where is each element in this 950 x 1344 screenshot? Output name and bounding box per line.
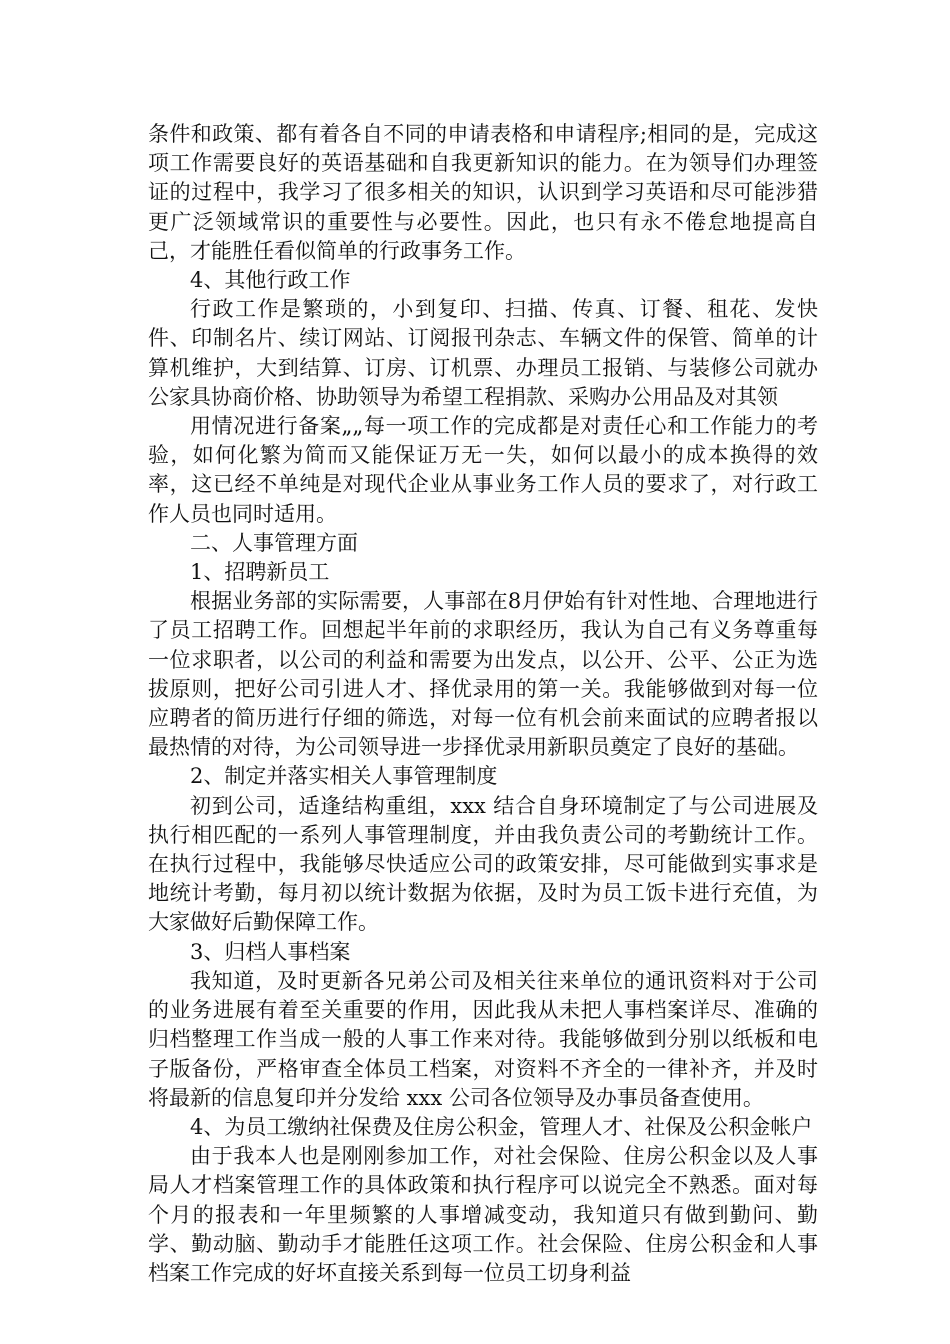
heading-social-insurance: 4、为员工缴纳社保费及住房公积金，管理人才、社保及公积金帐户 xyxy=(190,1114,813,1139)
document-body xyxy=(148,120,818,1288)
heading-hr-management: 二、人事管理方面 xyxy=(190,530,358,555)
paragraph-admin-efficiency: 用情况进行备案„„每一项工作的完成都是对责任心和工作能力的考验，如何化繁为简而又能保证万无一失，如何以最小的成本换得的效率，这已经不单纯是对现代企业从事业务工作人员的要求了，对行政工作人员也同时适用。 xyxy=(148,414,818,526)
heading-other-admin-work: 4、其他行政工作 xyxy=(190,268,351,293)
paragraph-social-insurance: 由于我本人也是刚刚参加工作，对社会保险、住房公积金以及人事局人才档案管理工作的具体政策和执行程序可以说完全不熟悉。面对每个月的报表和一年里频繁的人事增减变动，我知道只有做到勤问、勤学、勤动脑、勤动手才能胜任这项工作。社会保险、住房公积金和人事档案工作完成的好坏直接关系到每一位员工切身利益 xyxy=(148,1144,818,1285)
heading-hr-archives: 3、归档人事档案 xyxy=(190,939,351,964)
paragraph-recruitment: 根据业务部的实际需要，人事部在8月伊始有针对性地、合理地进行了员工招聘工作。回想起半年前的求职经历，我认为自己有义务尊重每一位求职者，以公司的利益和需要为出发点，以公开、公平、公正为选拔原则，把好公司引进人才、择优录用的第一关。我能够做到对每一位应聘者的简历进行仔细的筛选，对每一位有机会前来面试的应聘者报以最热情的对待，为公司领导进一步择优录用新职员奠定了良好的基础。 xyxy=(148,589,818,760)
paragraph-admin-tasks: 行政工作是繁琐的，小到复印、扫描、传真、订餐、租花、发快件、印制名片、续订网站、订阅报刊杂志、车辆文件的保管、简单的计算机维护，大到结算、订房、订机票、办理员工报销、与装修公司就办公家具协商价格、协助领导为希望工程捐款、采购办公用品及对其领 xyxy=(148,297,818,409)
paragraph-hr-policies: 初到公司，适逢结构重组，xxx 结合自身环境制定了与公司进展及执行相匹配的一系列人事管理制度，并由我负责公司的考勤统计工作。在执行过程中，我能够尽快适应公司的政策安排，尽可能做到实事求是地统计考勤，每月初以统计数据为依据，及时为员工饭卡进行充值，为大家做好后勤保障工作。 xyxy=(148,793,818,935)
heading-recruitment: 1、招聘新员工 xyxy=(190,560,330,585)
paragraph-visa-continuation: 条件和政策、都有着各自不同的申请表格和申请程序;相同的是，完成这项工作需要良好的英语基础和自我更新知识的能力。在为领导们办理签证的过程中，我学习了很多相关的知识，认识到学习英语和尽可能涉猎更广泛领域常识的重要性与必要性。因此，也只有永不倦怠地提高自己，才能胜任看似简单的行政事务工作。 xyxy=(148,122,818,263)
heading-hr-policies: 2、制定并落实相关人事管理制度 xyxy=(190,764,498,789)
paragraph-hr-archives: 我知道，及时更新各兄弟公司及相关往来单位的通讯资料对于公司的业务进展有着至关重要的作用，因此我从未把人事档案详尽、准确的归档整理工作当成一般的人事工作来对待。我能够做到分别以纸板和电子版备份，严格审查全体员工档案，对资料不齐全的一律补齐，并及时将最新的信息复印并分发给 xxx 公司各位领导及办事员备查使用。 xyxy=(148,968,818,1110)
